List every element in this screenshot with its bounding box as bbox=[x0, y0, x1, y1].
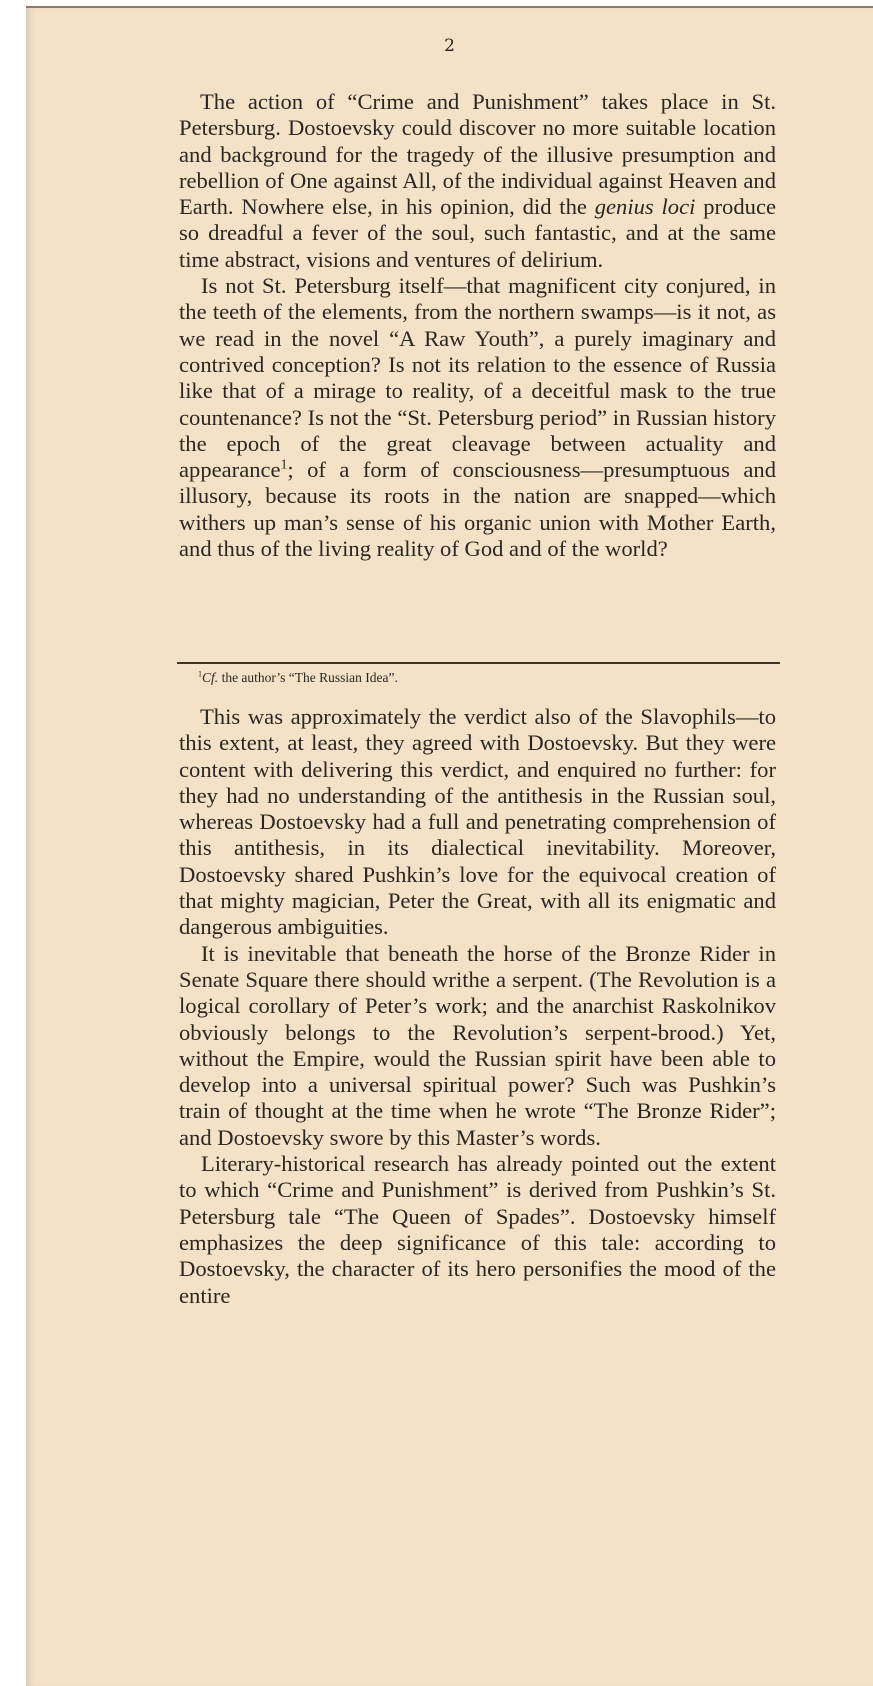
italic-phrase: genius loci bbox=[594, 194, 696, 220]
footnote-italic: Cf. bbox=[202, 670, 219, 685]
paragraph: Literary-historical research has already pointed out the extent to which “Crime and Punishment” is derived from Pushkin’s St. Petersburg tale “The Queen of Spades”. Dostoevsky himself emphasizes the deep significance of this tale: according to Dostoevsky, the character of its hero personifies the mood of the entire bbox=[179, 1151, 776, 1308]
paragraph-text: Is not St. Petersburg itself—that magnificent city conjured, in the teeth of the elements, from the northern swamps—is it not, as we read in the novel “A Raw Youth”, a purely imaginary and contrived conception? Is not its relation to the essence of Russia like that of a mirage to reality, of a deceitful mask to the true countenance? Is not the “St. Petersburg period” in Russian history the epoch of the great cleavage between actuality and appearance bbox=[179, 273, 776, 483]
paragraph bbox=[179, 273, 776, 562]
paragraph: This was approximately the verdict also of the Slavophils—to this extent, at least, they agreed with Dostoevsky. But they were content with delivering this verdict, and enquired no further: for they had no understanding of the antithesis in the Russian soul, whereas Dostoevsky had a full and penetrating comprehension of this antithesis, in its dialectical inevitability. Moreover, Dostoevsky shared Pushkin’s love for the equivocal creation of that mighty magician, Peter the Great, with all its enigmatic and dangerous ambiguities. bbox=[179, 704, 776, 940]
page-number: 2 bbox=[444, 36, 455, 56]
footnote bbox=[198, 670, 398, 686]
main-text-top bbox=[179, 89, 776, 562]
paragraph-text: ; of a form of consciousness—presumptuous and illusory, because its roots in the nation are snapped—which withers up man’s sense of his organic union with Mother Earth, and thus of the living reality of God and of the world? bbox=[179, 457, 776, 562]
paragraph-text: The action of “Crime and Punishment” takes place in St. Petersburg. Dostoevsky could discover no more suitable location and background for the tragedy of the illusive presumption and rebellion of One against All, of the individual against Heaven and Earth. Nowhere else, in his opinion, did the bbox=[179, 89, 776, 220]
footnote-text: the author’s “The Russian Idea”. bbox=[218, 670, 398, 685]
paragraph: It is inevitable that beneath the horse of the Bronze Rider in Senate Square there should writhe a serpent. (The Revolution is a logical corollary of Peter’s work; and the anarchist Raskolnikov obviously belongs to the Revolution’s serpent-brood.) Yet, without the Empire, would the Russian spirit have been able to develop into a universal spiritual power? Such was Pushkin’s train of thought at the time when he wrote “The Bronze Rider”; and Dostoevsky swore by this Master’s words. bbox=[179, 940, 776, 1150]
footnote-marker: 1 bbox=[198, 669, 203, 679]
paragraph-text: produce so dreadful a fever of the soul, such fantastic, and at the same time abstract, visions and ventures of delirium. bbox=[179, 194, 776, 272]
footnote-divider bbox=[177, 662, 780, 664]
book-page bbox=[26, 6, 873, 1686]
paragraph bbox=[179, 89, 776, 273]
main-text-bottom bbox=[179, 704, 776, 1309]
footnote-reference: 1 bbox=[280, 456, 288, 472]
